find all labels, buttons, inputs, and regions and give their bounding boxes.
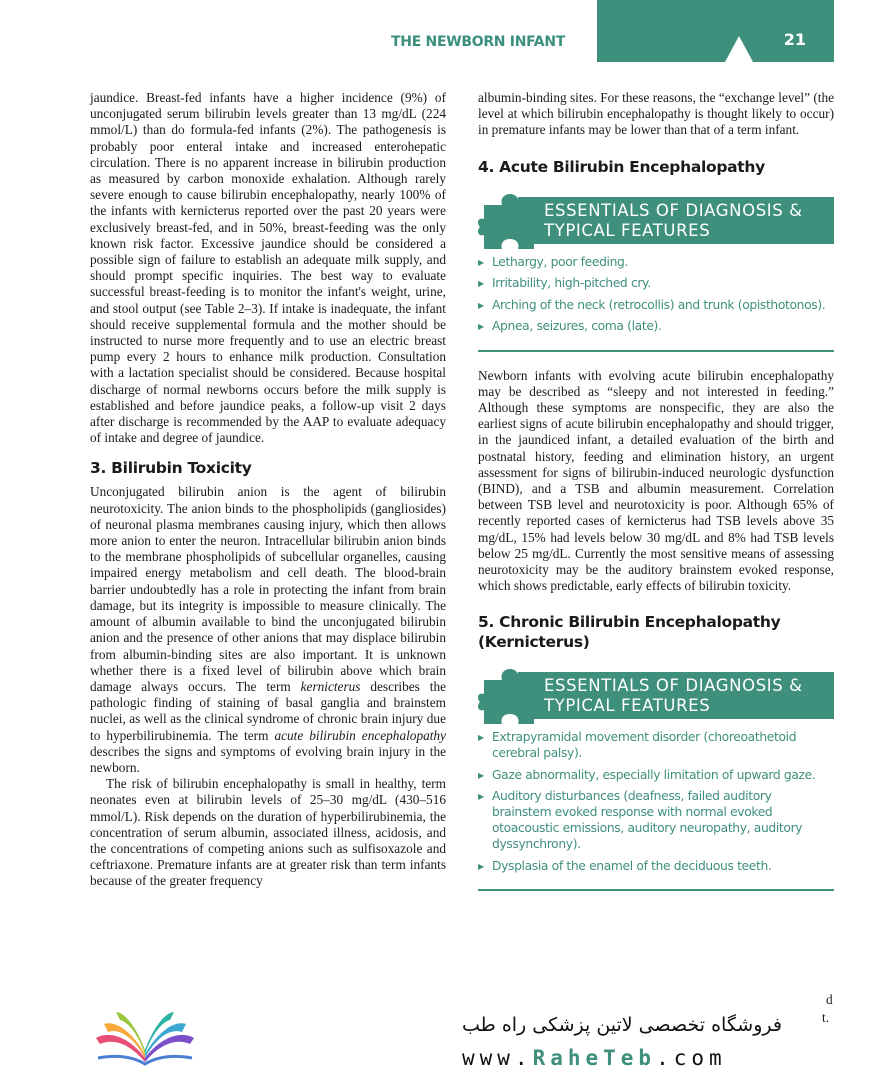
essentials-box-acute (478, 197, 834, 352)
cut-text-fragment: t. (822, 1010, 830, 1025)
essentials-list-chronic (478, 729, 834, 889)
list-item: ▶ Irritability, high-pitched cry. (478, 275, 834, 291)
list-item: ▶ Auditory disturbances (deafness, failed auditory brainstem evoked response with normal evoked otoacoustic emissions, auditory neuropathy, auditory dyssynchrony). (478, 788, 834, 852)
essentials-banner: ESSENTIALS OF DIAGNOSIS & TYPICAL FEATURES (518, 197, 834, 244)
section-heading-acute-encephalopathy: 4. Acute Bilirubin Encephalopathy (478, 157, 765, 176)
list-item: ▶ Apnea, seizures, coma (late). (478, 318, 834, 334)
puzzle-piece-icon (478, 191, 544, 253)
header-notch (725, 36, 753, 62)
page-number: 21 (783, 30, 806, 49)
open-book-logo (90, 1008, 200, 1066)
paragraph-acute-encephalopathy: Newborn infants with evolving acute bilirubin encephalopathy may be described as “sleepy and not interested in feeding.” Although these symptoms are nonspecific, they are also the earliest signs of acute bilirubin encephalopathy and should trigger, in the jaundiced infant, a detailed evaluation of the birth and postnatal history, feeding and elimination history, an urgent assessment for signs of bilirubin-induced neurologic dysfunction (BIND), and a TSB and albumin measurement. Correlation between TSB level and neurotoxicity is poor. Although 65% of recently reported cases of kernicterus had TSB levels above 35 mg/dL, 15% had levels below 30 mg/dL and 8% had TSB levels below 25 mg/dL. Currently the most sensitive means of assessing neurotoxicity may be the auditory brainstem evoked response, which shows predictable, early effects of bilirubin toxicity. (478, 367, 834, 594)
puzzle-piece-icon (478, 666, 544, 728)
essentials-banner: ESSENTIALS OF DIAGNOSIS & TYPICAL FEATURES (518, 672, 834, 719)
watermark-url: www.RaheTeb.com (462, 1046, 727, 1070)
term-kernicterus: kernicterus (300, 678, 361, 694)
list-item: ▶ Gaze abnormality, especially limitation of upward gaze. (478, 767, 834, 783)
section-heading-bilirubin-toxicity: 3. Bilirubin Toxicity (90, 459, 252, 478)
essentials-list-acute (478, 254, 834, 350)
list-item: ▶ Arching of the neck (retrocollis) and trunk (opisthotonos). (478, 297, 834, 313)
list-item: ▶ Extrapyramidal movement disorder (choreoathetoid cerebral palsy). (478, 729, 834, 761)
paragraph-encephalopathy-risk: The risk of bilirubin encephalopathy is small in healthy, term neonates even at bilirubin levels of 25–30 mg/dL (430–516 mmol/L). Risk depends on the duration of hyperbilirubinemia, the concentration of serum albumin, associated illness, acidosis, and the concentrations of competing anions such as sulfisoxazole and ceftriaxone. Premature infants are at greater risk than term infants because of the greater frequency (90, 776, 446, 889)
paragraph-breastfeeding-jaundice: jaundice. Breast-fed infants have a higher incidence (9%) of unconjugated serum bilirubin levels greater than 13 mg/dL (224 mmol/L) than do formula-fed infants (2%). The pathogenesis is probably poor enteral intake and increased enterohepatic circulation. There is no apparent increase in bilirubin production as measured by carbon monoxide exhalation. Although rarely severe enough to cause bilirubin encephalopathy, nearly 100% of the infants with kernicterus reported over the past 20 years were exclusively breast-fed, and in 50%, breast-feeding was the only known risk factor. Excessive jaundice should be considered a possible sign of failure to establish an adequate milk supply, and should prompt specific inquiries. The best way to evaluate successful breast-feeding is to monitor the infant's weight, urine, and stool output (see Table 2–3). If intake is inadequate, the infant should receive supplemental formula and the mother should be instructed to nurse more frequently and to use an electric breast pump every 2 hours to enhance milk production. Consultation with a lactation specialist should be considered. Because hospital discharge of normal newborns occurs before the milk supply is established and before jaundice peaks, a follow-up visit 2 days after discharge is recommended by the AAP to evaluate adequacy of intake and degree of jaundice. (90, 90, 446, 446)
list-item: ▶ Lethargy, poor feeding. (478, 254, 834, 270)
running-title: THE NEWBORN INFANT (391, 34, 565, 50)
essentials-box-chronic (478, 672, 834, 891)
header-tab (597, 0, 834, 62)
section-heading-chronic-encephalopathy: 5. Chronic Bilirubin Encephalopathy (Kernicterus) (478, 613, 781, 652)
list-item: ▶ Dysplasia of the enamel of the deciduous teeth. (478, 858, 834, 874)
watermark-title: فروشگاه تخصصی لاتین پزشکی راه طب (462, 1014, 782, 1036)
cut-text-fragment: d (826, 992, 833, 1007)
term-acute-bilirubin-encephalopathy: acute bilirubin encephalopathy (274, 727, 446, 743)
paragraph-bilirubin-toxicity: Unconjugated bilirubin anion is the agent of bilirubin neurotoxicity. The anion binds to the phospholipids (gangliosides) of neuronal plasma membranes causing injury, which then allows more anion to enter the neuron. Intracellular bilirubin anion binds to the membrane phospholipids of subcellular organelles, causing impaired energy metabolism and cell death. The blood-brain barrier undoubtedly has a role in protecting the infant from brain damage, but its integrity is impossible to measure clinically. The amount of albumin available to bind the unconjugated bilirubin anion and the presence of other anions that may displace bilirubin from albumin-binding sites are also important. It is unknown whether there is a fixed level of bilirubin above which brain damage always occurs. The term kernicterus describes the pathologic finding of staining of basal ganglia and brainstem nuclei, as well as the clinical syndrome of chronic brain injury due to hyperbilirubinemia. The term acute bilirubin encephalopathy describes the signs and symptoms of evolving brain injury in the newborn. (90, 484, 447, 775)
paragraph-exchange-level: albumin-binding sites. For these reasons, the “exchange level” (the level at which bilirubin encephalopathy is thought likely to occur) in premature infants may be lower than that of a term infant. (478, 90, 834, 138)
left-column (90, 90, 446, 890)
right-column (478, 90, 834, 891)
